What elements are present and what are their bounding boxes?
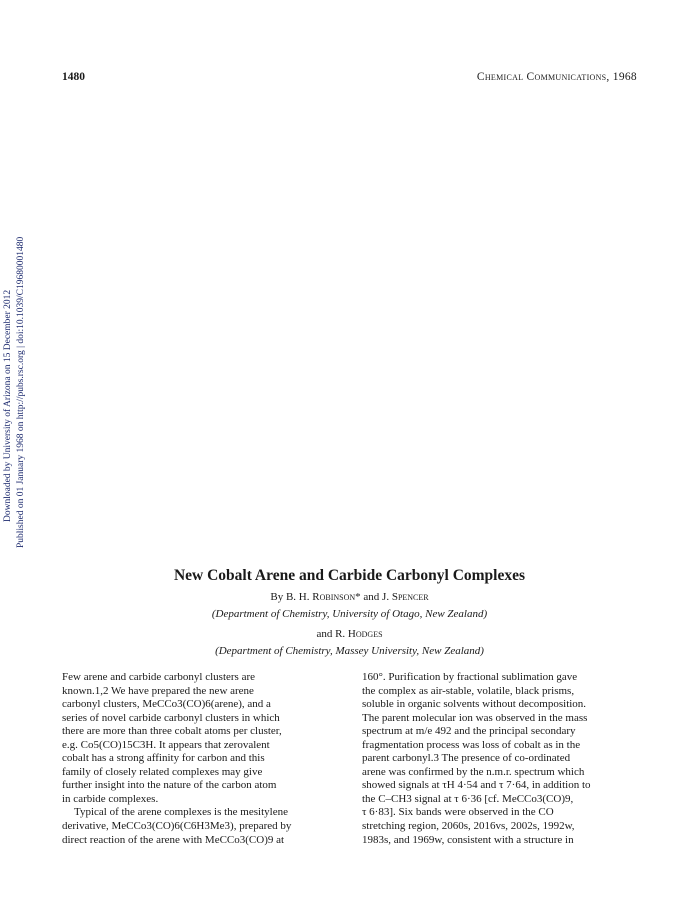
and-prefix: and bbox=[316, 628, 333, 640]
author-and: and bbox=[363, 591, 380, 603]
text-line: showed signals at τH 4·54 and τ 7·64, in addition to bbox=[362, 779, 591, 792]
author-spencer: J. Spencer bbox=[382, 591, 429, 603]
text-line: parent carbonyl.3 The presence of co-ordinated bbox=[362, 752, 571, 765]
author-robinson: B. H. Robinson bbox=[285, 591, 356, 603]
margin-publish-line: Published on 01 January 1968 on http://pubs.rsc.org | doi:10.1039/C19680001480 bbox=[16, 236, 26, 548]
affiliation-otago: (Department of Chemistry, University of Otago, New Zealand) bbox=[211, 608, 488, 620]
paragraph-1 bbox=[62, 671, 332, 806]
text-line: cobalt has a strong affinity for carbon and this bbox=[62, 752, 265, 765]
article-title: New Cobalt Arene and Carbide Carbonyl Complexes bbox=[173, 567, 526, 584]
paragraph-3 bbox=[362, 671, 632, 847]
journal-running-head: Chemical Communications, 1968 bbox=[476, 71, 637, 83]
text-line: direct reaction of the arene with MeCCo3(CO)9 at bbox=[62, 833, 285, 846]
left-column bbox=[62, 671, 332, 847]
author-line bbox=[0, 591, 699, 603]
text-line: e.g. Co5(CO)15C3H. It appears that zerovalent bbox=[62, 738, 270, 751]
page-number: 1480 bbox=[62, 71, 85, 83]
text-line: soluble in organic solvents without decomposition. bbox=[362, 698, 587, 711]
corresponding-mark: * bbox=[355, 591, 361, 603]
affiliation-massey: (Department of Chemistry, Massey University, New Zealand) bbox=[215, 645, 484, 657]
text-line: series of novel carbide carbonyl clusters in which bbox=[62, 711, 280, 724]
text-line: there are more than three cobalt atoms per cluster, bbox=[62, 725, 282, 738]
text-line: Few arene and carbide carbonyl clusters are bbox=[62, 671, 256, 683]
text-line: known.1,2 We have prepared the new arene bbox=[62, 684, 254, 697]
text-line: stretching region, 2060s, 2016vs, 2002s, 1992w, bbox=[362, 820, 575, 833]
text-line: spectrum at m/e 492 and the principal secondary bbox=[362, 725, 576, 738]
text-line: fragmentation process was loss of cobalt as in the bbox=[362, 738, 581, 751]
text-line: family of closely related complexes may give bbox=[62, 765, 263, 778]
text-line: derivative, MeCCo3(CO)6(C6H3Me3), prepared by bbox=[62, 820, 292, 833]
text-line: 1983s, and 1969w, consistent with a structure in bbox=[362, 833, 574, 846]
margin-download-line: Downloaded by University of Arizona on 15 December 2012 bbox=[3, 289, 13, 522]
author-hodges: R. Hodges bbox=[335, 628, 383, 640]
right-column bbox=[362, 671, 632, 847]
text-line: arene was confirmed by the n.m.r. spectrum which bbox=[362, 765, 585, 778]
text-line: the C–CH3 signal at τ 6·36 [cf. MeCCo3(CO)9, bbox=[362, 792, 574, 805]
text-line: carbonyl clusters, MeCCo3(CO)6(arene), and a bbox=[62, 698, 271, 711]
text-line: Typical of the arene complexes is the mesitylene bbox=[74, 806, 288, 819]
paragraph-2 bbox=[62, 806, 332, 847]
text-line: the complex as air-stable, volatile, black prisms, bbox=[362, 684, 575, 697]
text-line: further insight into the nature of the carbon atom bbox=[62, 779, 277, 792]
text-line: 160°. Purification by fractional sublimation gave bbox=[362, 671, 578, 683]
text-line: The parent molecular ion was observed in the mass bbox=[362, 711, 588, 724]
author-line-2 bbox=[0, 628, 699, 640]
text-line: in carbide complexes. bbox=[62, 792, 159, 805]
download-margin-note bbox=[0, 0, 40, 913]
by-prefix: By bbox=[270, 591, 284, 603]
text-line: τ 6·83]. Six bands were observed in the CO bbox=[362, 806, 554, 819]
